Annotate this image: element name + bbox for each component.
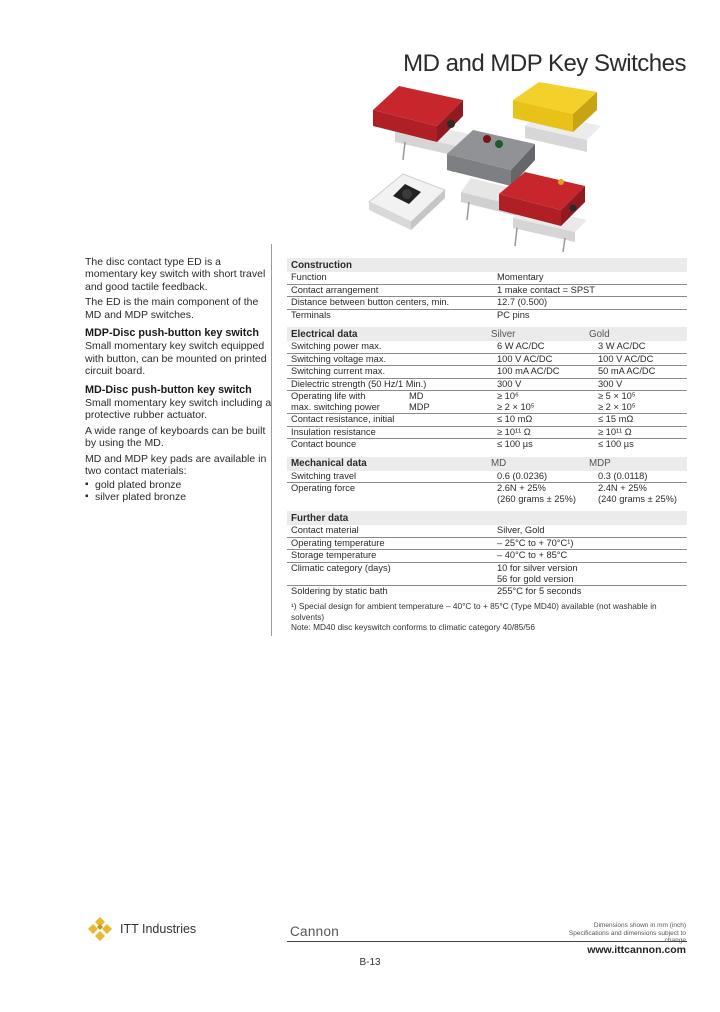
row-label: Switching current max.: [291, 366, 386, 376]
table-row: [287, 414, 687, 427]
row-value: 2.6N + 25%: [497, 483, 546, 493]
row-value: 1 make contact = SPST: [497, 284, 595, 295]
table-row: [287, 310, 687, 322]
table-row: [287, 285, 687, 298]
row-label: Switching power max.: [291, 341, 382, 351]
table-row: [287, 538, 687, 551]
intro-paragraph: MD and MDP key pads are available in two contact materials:: [85, 452, 267, 478]
row-value: Momentary: [497, 272, 544, 282]
row-label: Storage temperature: [291, 550, 377, 560]
row-value: – 25°C to + 70°C¹): [497, 537, 574, 548]
row-label: [291, 391, 409, 413]
md-force: [497, 483, 598, 505]
row-label: Contact bounce: [291, 439, 357, 449]
row-value: 255°C for 5 seconds: [497, 585, 582, 596]
row-value: 0.3 (0.0118): [598, 470, 648, 481]
notice-line: Specifications and dimensions subject to: [568, 929, 686, 937]
website-link[interactable]: www.ittcannon.com: [587, 944, 686, 956]
table-row: [287, 439, 687, 451]
row-label: Contact arrangement: [291, 284, 379, 295]
footnote-line: Note: MD40 disc keyswitch conforms to climatic category 40/85/56: [291, 622, 535, 632]
intro-paragraph: The ED is the main component of the MD and MDP switches.: [85, 296, 259, 321]
table-row: [287, 297, 687, 310]
row-label: Terminals: [291, 309, 331, 320]
row-label: Distance between button centers, min.: [291, 297, 450, 307]
intro-paragraph: The disc contact type ED is a momentary key switch with short travel and good tactile feedback.: [85, 256, 266, 293]
row-label: Soldering by static bath: [291, 585, 388, 596]
table-row: [287, 341, 687, 354]
table-row: [287, 550, 687, 563]
row-value: 300 V: [598, 378, 623, 389]
row-label: Operating force: [291, 483, 356, 493]
row-value: (260 grams ± 25%): [497, 494, 576, 504]
row-label-line: max. switching power: [291, 402, 380, 412]
table-row: [287, 586, 687, 598]
footer-rule: [287, 941, 687, 942]
mdp-heading: MDP-Disc push-button key switch: [85, 327, 259, 340]
row-value: ≤ 15 mΩ: [598, 414, 634, 424]
row-value: 0.6 (0.0236): [497, 470, 548, 481]
brand-name: Cannon: [290, 924, 340, 939]
row-label: Insulation resistance: [291, 426, 376, 437]
mdp-description: Small momentary key switch equipped with button, can be mounted on printed circuit board.: [85, 340, 267, 378]
row-value-line: 10 for silver version: [497, 562, 578, 573]
table-row: [287, 525, 687, 538]
silver-values: [497, 391, 598, 413]
row-label: Contact material: [291, 525, 359, 535]
table-row: [287, 483, 687, 505]
table-row: [287, 366, 687, 379]
row-value: 3 W AC/DC: [598, 341, 646, 351]
row-label: Contact resistance, initial: [291, 414, 395, 424]
section-header: [287, 258, 687, 272]
row-label-line: Operating life with: [291, 391, 366, 401]
construction-section: [287, 258, 687, 321]
column-header-mdp: MDP: [588, 458, 611, 469]
row-value: – 40°C to + 85°C: [497, 550, 568, 560]
row-value: [497, 563, 578, 585]
variant-labels: [409, 391, 497, 413]
row-label: Switching voltage max.: [291, 353, 387, 364]
row-label: Dielectric strength (50 Hz/1 Min.): [291, 378, 427, 389]
notice-line: Dimensions shown in mm (inch): [593, 922, 686, 929]
row-label: Operating temperature: [291, 537, 385, 548]
row-value: 50 mA AC/DC: [598, 366, 656, 376]
column-header-md: MD: [490, 458, 507, 469]
row-value: ≤ 10 mΩ: [497, 414, 533, 424]
footnote-line: ¹) Special design for ambient temperature – 40°C to + 85°C (Type MD40) available (not washable in solvents): [291, 601, 657, 622]
section-header: [287, 457, 687, 471]
table-row: [287, 379, 687, 392]
column-header-silver: Silver: [490, 328, 516, 340]
contact-material-list: [85, 479, 275, 504]
page-number: B-13: [359, 957, 381, 968]
variant-mdp: MDP: [409, 402, 430, 412]
row-value: ≥ 10⁶: [497, 391, 519, 401]
mdp-force: [598, 483, 687, 505]
row-label: Function: [291, 272, 327, 282]
variant-md: MD: [409, 391, 424, 401]
row-value: ≥ 2 × 10⁵: [598, 402, 636, 412]
section-title: Further data: [291, 512, 349, 524]
md-heading: MD-Disc push-button key switch: [85, 383, 252, 396]
row-value: 12.7 (0.500): [497, 297, 548, 307]
table-row-operating-life: [287, 391, 687, 414]
spec-table: [287, 258, 687, 633]
row-value: ≥ 10¹¹ Ω: [497, 426, 531, 437]
row-value: PC pins: [497, 309, 530, 320]
row-value: Silver, Gold: [497, 525, 545, 535]
section-header: [287, 327, 687, 341]
table-row: [287, 563, 687, 586]
yellow-switch: [513, 82, 601, 152]
row-label: Climatic category (days): [291, 562, 391, 573]
row-value: ≥ 10¹¹ Ω: [598, 426, 632, 437]
md-description: Small momentary key switch including a protective rubber actuator.: [85, 397, 272, 422]
row-label: Switching travel: [291, 470, 357, 481]
table-row: [287, 427, 687, 440]
mechanical-section: [287, 457, 687, 506]
row-value: 300 V: [497, 378, 522, 389]
page-title: MD and MDP Key Switches: [403, 50, 686, 77]
electrical-section: [287, 327, 687, 451]
red-switch-bottom: [499, 172, 587, 252]
row-value: ≥ 2 × 10⁵: [497, 402, 535, 412]
itt-logo-icon: [86, 915, 114, 945]
product-photo: [365, 82, 625, 252]
column-header-gold: Gold: [588, 328, 610, 340]
list-item: ▪ gold plated bronze: [85, 479, 275, 491]
footnote: [287, 601, 687, 633]
row-value: 100 mA AC/DC: [497, 366, 560, 376]
section-header: [287, 511, 687, 525]
row-value: ≤ 100 µs: [497, 439, 533, 449]
section-title: Electrical data: [291, 328, 358, 340]
section-title: Construction: [291, 259, 352, 271]
company-name: ITT Industries: [120, 922, 197, 936]
section-title: Mechanical data: [291, 458, 367, 469]
further-section: [287, 511, 687, 597]
table-row: [287, 272, 687, 285]
row-value: 100 V AC/DC: [497, 353, 553, 364]
table-row: [287, 354, 687, 367]
row-value: 6 W AC/DC: [497, 341, 545, 351]
table-row: [287, 471, 687, 484]
row-value: 100 V AC/DC: [598, 353, 654, 364]
list-item: ▪ silver plated bronze: [85, 491, 275, 503]
row-value: 2.4N + 25%: [598, 483, 647, 493]
row-value: ≤ 100 µs: [598, 439, 634, 449]
row-value-line: 56 for gold version: [497, 573, 574, 584]
column-divider: [271, 244, 272, 636]
white-base-switch: [369, 174, 445, 230]
row-value: ≥ 5 × 10⁵: [598, 391, 636, 401]
intro-paragraph: A wide range of keyboards can be built by using the MD.: [85, 424, 266, 450]
intro-column: [85, 256, 275, 503]
row-value: (240 grams ± 25%): [598, 494, 677, 504]
gold-values: [598, 391, 687, 413]
